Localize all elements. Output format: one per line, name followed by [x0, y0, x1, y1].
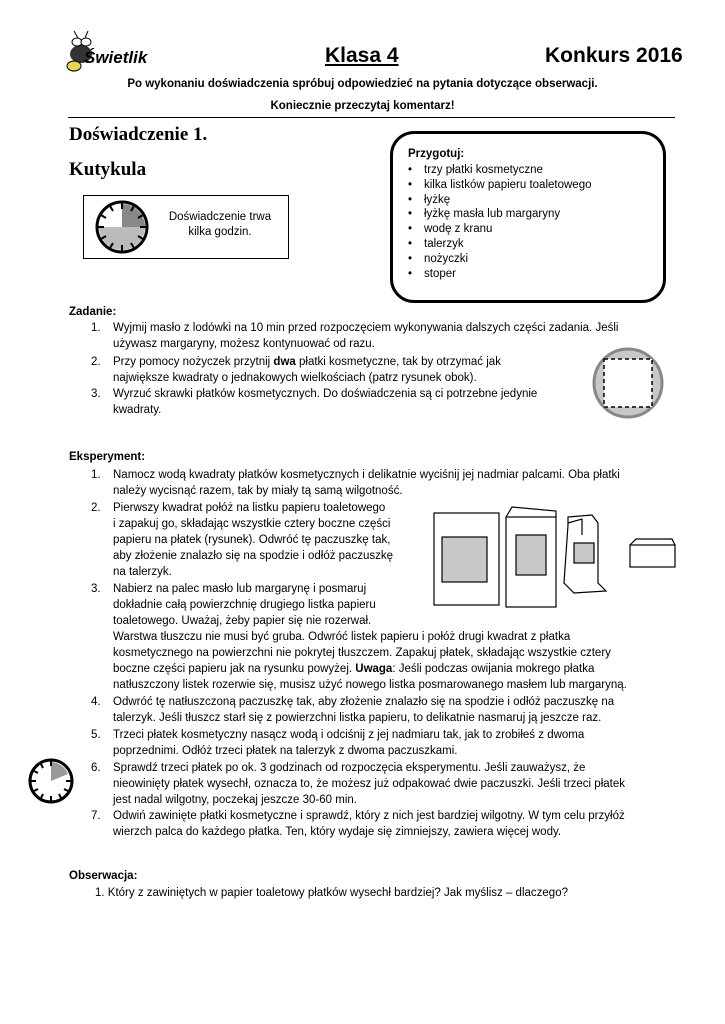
- experiment-step-4-line: talerzyk. Jeśli tłuszcz starł się z powierzchni listka papieru, to delikatnie nasmaruj ją jeszcze raz.: [113, 712, 602, 724]
- list-item: • łyżkę masła lub margaryny: [408, 207, 591, 222]
- experiment-step-6-line: Sprawdź trzeci płatek po ok. 3 godzinach od rozpoczęcia eksperymentu. Jeśli zauważysz, że: [113, 762, 586, 774]
- experiment-step-1-line: należy wycisnąć razem, tak by miały tą samą wilgotność.: [113, 485, 403, 497]
- cotton-pad-square-image: [592, 347, 664, 419]
- task-step-3-line: kwadraty.: [113, 404, 162, 416]
- list-item: • wodę z kranu: [408, 222, 591, 237]
- experiment-step-3-line: toaletowego. Uważaj, żeby papier się nie rozerwał.: [113, 615, 372, 627]
- clock-icon: [28, 758, 74, 804]
- experiment-step-3-line: kosmetycznego na powierzchni nie pokrytej tłuszczem. Zapakuj płatek, składając wszystkie cztery: [113, 647, 611, 659]
- comment-note: Koniecznie przeczytaj komentarz!: [270, 100, 455, 112]
- experiment-step-3-line: Nabierz na palec masło lub margarynę i posmaruj: [113, 583, 367, 595]
- list-number: 1.: [91, 322, 101, 334]
- experiment-step-3-line: natłuszczony listek rozerwie się, musisz użyć nowego listka posmarowanego masłem lub margaryną.: [113, 679, 627, 691]
- list-item: • łyżkę: [408, 193, 591, 208]
- experiment-step-2-line: na talerzyk.: [113, 566, 172, 578]
- divider: [68, 117, 675, 118]
- experiment-step-7-line: Odwiń zawinięte płatki kosmetyczne i sprawdź, który z nich jest bardziej wilgotny. W tym celu przyłóż: [113, 810, 625, 822]
- experiment-step-3-line: boczne części papieru jak na rysunku powyżej. Uwaga: Jeśli podczas owijania mokrego płatka: [113, 663, 595, 675]
- list-number: 3.: [91, 388, 101, 400]
- task-step-1-line: Wyjmij masło z lodówki na 10 min przed rozpoczęciem wykonywania dalszych części zadania. Jeśli: [113, 322, 619, 334]
- observation-question: 1. Który z zawiniętych w papier toaletowy płatków wysechł bardziej? Jak myślisz – dlaczego?: [95, 887, 568, 899]
- observation-heading: Obserwacja:: [69, 870, 138, 882]
- class-title: Klasa 4: [325, 44, 399, 67]
- duration-text: Doświadczenie trwa kilka godzin.: [168, 211, 272, 238]
- experiment-step-6-line: nieowinięty płatek wysechł, oznacza to, że możesz już odpakować dwie paczuszki. Jeśli trzeci płatek: [113, 778, 625, 790]
- list-number: 6.: [91, 762, 101, 774]
- experiment-step-1-line: Namocz wodą kwadraty płatków kosmetycznych i delikatnie wyciśnij jej nadmiar palcami. Oba płatki: [113, 469, 620, 481]
- list-number: 4.: [91, 696, 101, 708]
- logo-text: Świetlik: [84, 48, 148, 67]
- materials-title: Przygotuj:: [408, 148, 465, 160]
- folding-steps-illustration: [432, 505, 677, 610]
- list-item: • kilka listków papieru toaletowego: [408, 178, 591, 193]
- task-step-2-line: największe kwadraty o jednakowych wielkościach (patrz rysunek obok).: [113, 372, 477, 384]
- experiment-step-2-line: i zapakuj go, składając wszystkie cztery boczne części: [113, 518, 391, 530]
- instruction-line: Po wykonaniu doświadczenia spróbuj odpowiedzieć na pytania dotyczące obserwacji.: [127, 78, 598, 90]
- list-number: 7.: [91, 810, 101, 822]
- clock-icon: [95, 200, 149, 254]
- experiment-step-3-line: dokładnie całą powierzchnię drugiego listka papieru: [113, 599, 376, 611]
- list-item: • trzy płatki kosmetyczne: [408, 163, 591, 178]
- list-item: • nożyczki: [408, 252, 591, 267]
- experiment-step-2-line: aby złożenie znalazło się na spodzie i odłóż paczuszkę: [113, 550, 393, 562]
- experiment-step-4-line: Odwróć tę natłuszczoną paczuszkę tak, aby złożenie znalazło się na spodzie i odłóż paczuszkę na: [113, 696, 615, 708]
- task-step-2-line: Przy pomocy nożyczek przytnij dwa płatki kosmetyczne, tak by otrzymać jak: [113, 356, 501, 368]
- contest-title: Konkurs 2016: [545, 44, 683, 67]
- materials-list: [408, 163, 591, 281]
- experiment-step-5-line: poprzednimi. Odłóż trzeci płatek na talerzyk z dwoma paczuszkami.: [113, 745, 458, 757]
- list-number: 2.: [91, 502, 101, 514]
- list-number: 1.: [91, 469, 101, 481]
- experiment-section-heading: Eksperyment:: [69, 451, 146, 463]
- task-heading: Zadanie:: [69, 306, 117, 318]
- task-step-1-line: używasz margaryny, możesz kontynuować od razu.: [113, 338, 375, 350]
- experiment-step-2-line: papieru na płatek (rysunek). Odwróć tę paczuszkę tak,: [113, 534, 391, 546]
- experiment-step-5-line: Trzeci płatek kosmetyczny nasącz wodą i odciśnij z jej nadmiaru tak, jak to zrobiłeś z dwoma: [113, 729, 585, 741]
- experiment-step-7-line: wierzch palca do każdego płatka. Ten, który wydaje się zimniejszy, zawiera więcej wody.: [113, 826, 562, 838]
- experiment-step-6-line: jest nadal wilgotny, poczekaj jeszcze 30-60 min.: [113, 794, 357, 806]
- list-item: • talerzyk: [408, 237, 591, 252]
- experiment-heading: Doświadczenie 1.: [69, 124, 208, 145]
- list-number: 5.: [91, 729, 101, 741]
- topic-heading: Kutykula: [69, 159, 147, 180]
- task-step-3-line: Wyrzuć skrawki płatków kosmetycznych. Do doświadczenia są ci potrzebne jedynie: [113, 388, 538, 400]
- list-number: 3.: [91, 583, 101, 595]
- experiment-step-3-line: Warstwa tłuszczu nie musi być gruba. Odwróć listek papieru i połóż drugi kwadrat z płatka: [113, 631, 571, 643]
- list-number: 2.: [91, 356, 101, 368]
- list-item: • stoper: [408, 267, 591, 282]
- experiment-step-2-line: Pierwszy kwadrat połóż na listku papieru toaletowego: [113, 502, 386, 514]
